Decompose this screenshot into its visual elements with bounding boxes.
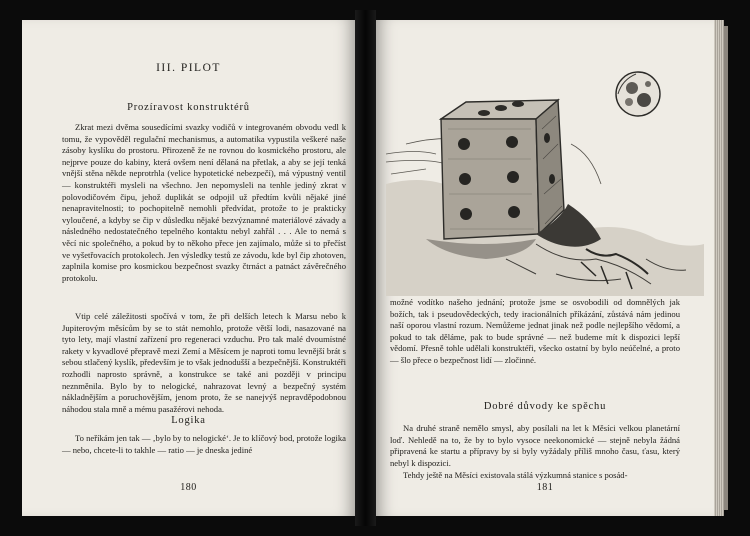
moon-sketch	[616, 72, 660, 116]
left-page	[22, 20, 355, 516]
book-gutter	[355, 10, 376, 526]
chapter-title: III. PILOT	[156, 62, 221, 74]
section-heading-prozíravost: Prozíravost konstruktérů	[127, 102, 250, 113]
paragraph-1: Zkrat mezi dvěma sousedícími svazky vodičů v integrovaném obvodu vedl k tomu, že vypověděl regulační mechanismus, a automatika vypustila veškeré naše zásoby kyslíku do prostoru. Přirozeně že ne rovnou do kosmického prostoru, ale nejprve pouze do kabiny, která ovšem není dělaná na přetlak, a aby se její tenká vnější stěna někde neprotrhla (velice hypotetické nebezpečí), má výpustný ventil — konstruktéři mysleli na všechno. Jen nepomysleli na tenhle jediný zkrat v polovodičovém čipu, jehož duplikát se odpojil už předtím kvůli nějaké jiné nenapravitelnosti; to pochopitelně nemohli předvídat, protože to je prakticky vyloučené, a kdyby se čip v důsledku nějaké bezvýznamné materiálové závady a následného nedostatečného tepelného kontaktu nebyl zahřál . . . Ale to nemá s věcí nic společného, a pokud by to někoho přece jen zajímalo, může si to přečíst ve vyšetřovacích protokolech. Jen výsledky testů ze závodu, kde byl čip zhotoven, zaplnila komise pro kosmickou bezpečnost svazky čtrnáct a patnáct závěrečného protokolu.	[62, 122, 346, 283]
right-page	[376, 20, 714, 516]
paragraph-3-right: Tehdy ještě na Měsíci existovala stálá výzkumná stanice s posád-	[403, 470, 628, 480]
paragraph-3: To neříkám jen tak — ‚bylo by to nelogické‘. Je to klíčový bod, protože logika — nebo, chcete-li to takhle — ratio — je dneska jediné	[62, 433, 346, 455]
paragraph-continued: možné vodítko našeho jednání; protože jsme se osvobodili od domnělých jak božích, tak i pseudovědeckých, tedy iracionálních příkázání, zůstává nám jedinou naší oporou vlastní rozum. Nemůžeme jednat jinak než podle nejlepšího vědomí, a pokud to tak děláme, pak to bude správné — než budeme mít k dispozici lepší vědomí. Přesně tohle udělali konstruktéři, všecko ostatní by bylo neúčelné, a proto — šlo přece o bezpečnost lidí — zločinné.	[390, 297, 680, 365]
page-number-right: 181	[536, 482, 554, 493]
paragraph-2: Vtip celé záležitosti spočívá v tom, že při delších letech k Marsu nebo k Jupiterovým měsícům by se to stát nemohlo, protože větší lodi, nasazované na tyto lety, mají vlastní zařízení pro regeneraci vzduchu. Pro tak malé dvoumístné rakety v kyvadlové přepravě mezi Zemí a Měsícem je naproti tomu levnější brát s sebou stlačený kyslík, především je to však jednodušší a bezpečnější. Konstruktéři rozhodli naprosto správně, a konstrukce se také ani později v principu neznměnila. Bylo by to nelogické, nahrazovat levný a bezpečný systém nákladnějším a poruchovějším, jenom proto, že se nanejvýš nepravděpodobnou náhodou stala mně a mému pasažérovi nehoda.	[62, 311, 346, 414]
page-number-left: 180	[180, 482, 197, 493]
page-edges-shadow	[724, 26, 728, 510]
die-sketch	[441, 100, 564, 239]
paragraph-2-right: Na druhé straně nemělo smysl, aby posílali na let k Měsíci velkou planetární loď. Nehledě na to, že by to bylo vysoce neekonomické — stejně nebyla žádná připravená ke startu a přípravy by si byly vyžádaly příliš mnoho času, ťasu, který nebyl k dispozici.	[390, 423, 680, 468]
section-heading-dobré-důvody: Dobré důvody ke spěchu	[483, 401, 607, 412]
section-heading-logika: Logika	[171, 415, 206, 426]
illustration-die-and-moon	[386, 34, 704, 296]
page-edges	[714, 20, 724, 516]
